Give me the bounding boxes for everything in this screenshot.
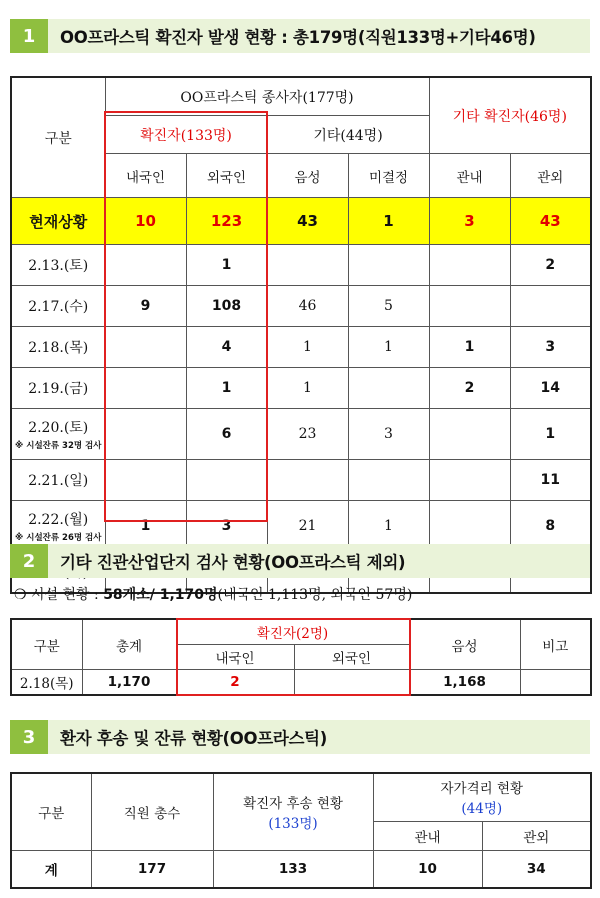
- col-transfer: [213, 773, 373, 851]
- cell: 1: [186, 245, 267, 286]
- cell: 3: [348, 409, 429, 460]
- cell-staff: 177: [91, 851, 213, 889]
- col-gubun: 구분: [11, 77, 105, 198]
- table-row: [11, 368, 591, 409]
- cell: [267, 245, 348, 286]
- facility-label: 시설 현황 :: [31, 587, 99, 603]
- cell: [267, 460, 348, 501]
- cell: 1: [348, 501, 429, 552]
- cell: 1: [105, 501, 186, 552]
- section3-number: 3: [10, 720, 48, 754]
- row-date: 2.20.(토): [28, 420, 89, 436]
- table-row: [11, 460, 591, 501]
- cell: [348, 368, 429, 409]
- row-date: 2.22.(월): [28, 512, 89, 528]
- cell: [105, 460, 186, 501]
- section1-number: 1: [10, 19, 48, 53]
- col-gubun: 구분: [11, 773, 91, 851]
- row-date: 2.18(목): [11, 670, 82, 696]
- cell: 23: [267, 409, 348, 460]
- section3-header: [10, 720, 590, 754]
- current-negative: 43: [267, 198, 348, 245]
- cell: 2: [429, 368, 510, 409]
- table-row: [11, 245, 591, 286]
- col-confirmed: 확진자(2명): [176, 619, 409, 645]
- col-remarks: 비고: [520, 619, 591, 670]
- row-date: 2.13.(토): [11, 245, 105, 286]
- sub-undecided: 미결정: [348, 154, 429, 198]
- col-staff: 직원 총수: [91, 773, 213, 851]
- cell: [348, 460, 429, 501]
- section2-header: [10, 544, 590, 578]
- cell: [429, 460, 510, 501]
- table-row: [11, 286, 591, 327]
- cell-foreign: [294, 670, 409, 696]
- row-note: ※ 시설잔류 32명 검사: [15, 441, 102, 451]
- col-inside: 관내: [373, 821, 482, 850]
- cell: 9: [105, 286, 186, 327]
- cell: 6: [186, 409, 267, 460]
- col-total: 총계: [82, 619, 176, 670]
- cell: [105, 409, 186, 460]
- section2-title: 기타 진관산업단지 검사 현황(OO프라스틱 제외): [48, 544, 590, 578]
- current-status-row: [11, 198, 591, 245]
- cell: 21: [267, 501, 348, 552]
- cell: 8: [510, 501, 591, 552]
- cell-outside: 34: [482, 851, 591, 889]
- cell: [186, 460, 267, 501]
- current-domestic: 10: [105, 198, 186, 245]
- current-undecided: 1: [348, 198, 429, 245]
- cell-inside: 10: [373, 851, 482, 889]
- section1-header: [10, 19, 590, 53]
- sub-inside: 관내: [429, 154, 510, 198]
- sub-foreign: 외국인: [186, 154, 267, 198]
- table-row: [11, 327, 591, 368]
- current-foreign: 123: [186, 198, 267, 245]
- cell: 3: [186, 501, 267, 552]
- cell: [105, 327, 186, 368]
- cell: [510, 286, 591, 327]
- cell: 1: [267, 368, 348, 409]
- current-inside: 3: [429, 198, 510, 245]
- workers-header: OO프라스틱 종사자(177명): [105, 77, 429, 116]
- table-row: [11, 409, 591, 460]
- cell-negative: 1,168: [409, 670, 520, 696]
- cell-domestic: 2: [176, 670, 294, 696]
- row-date: 2.21.(일): [11, 460, 105, 501]
- col-transfer-label: 확진자 후송 현황: [243, 796, 343, 812]
- row-label: 계: [11, 851, 91, 889]
- section2-number: 2: [10, 544, 48, 578]
- cell: 11: [510, 460, 591, 501]
- current-outside: 43: [510, 198, 591, 245]
- cell: [348, 245, 429, 286]
- cell: 5: [348, 286, 429, 327]
- facility-bold: 58개소/ 1,170명: [103, 587, 218, 603]
- industrial-complex-test-table: [10, 618, 592, 696]
- col-quarantine: [373, 773, 591, 821]
- cell: 108: [186, 286, 267, 327]
- cell-total: 1,170: [82, 670, 176, 696]
- cell: 46: [267, 286, 348, 327]
- col-domestic: 내국인: [176, 645, 294, 670]
- col-gubun: 구분: [11, 619, 82, 670]
- confirmed-cases-table: [10, 76, 592, 594]
- row-date: 2.19.(금): [11, 368, 105, 409]
- col-negative: 음성: [409, 619, 520, 670]
- facility-rest: (내국인 1,113명, 외국인 57명): [217, 587, 413, 603]
- cell: [429, 245, 510, 286]
- cell: [105, 245, 186, 286]
- cell: 1: [510, 409, 591, 460]
- col-quarantine-label: 자가격리 현황: [440, 781, 524, 798]
- cell: 3: [510, 327, 591, 368]
- col-outside: 관외: [482, 821, 591, 850]
- circle-bullet-icon: ❍: [14, 587, 27, 603]
- cell-transfer: 133: [213, 851, 373, 889]
- row-date: 2.17.(수): [11, 286, 105, 327]
- col-quarantine-count: (44명): [461, 801, 503, 818]
- current-label: 현재상황: [11, 198, 105, 245]
- cell: 2: [510, 245, 591, 286]
- sub-outside: 관외: [510, 154, 591, 198]
- facility-status-line: [14, 584, 412, 604]
- sub-domestic: 내국인: [105, 154, 186, 198]
- confirmed-header: 확진자(133명): [105, 116, 267, 154]
- cell: 1: [267, 327, 348, 368]
- col-transfer-count: (133명): [268, 816, 318, 832]
- cell: 1: [186, 368, 267, 409]
- cell: 4: [186, 327, 267, 368]
- etc-confirmed-header: 기타 확진자(46명): [429, 77, 591, 154]
- cell: 14: [510, 368, 591, 409]
- row-date-with-note: [11, 409, 105, 460]
- cell: [429, 409, 510, 460]
- section1-title: OO프라스틱 확진자 발생 현황 : 총179명(직원133명+기타46명): [48, 19, 590, 53]
- patient-transfer-table: [10, 772, 592, 889]
- row-date: 2.18.(목): [11, 327, 105, 368]
- table-row: [11, 670, 591, 696]
- col-foreign: 외국인: [294, 645, 409, 670]
- row-note: ※ 시설잔류 26명 검사: [15, 533, 102, 543]
- other-header: 기타(44명): [267, 116, 429, 154]
- cell: [105, 368, 186, 409]
- section3-title: 환자 후송 및 잔류 현황(OO프라스틱): [48, 720, 590, 754]
- cell: 1: [429, 327, 510, 368]
- cell: 1: [348, 327, 429, 368]
- cell: [429, 286, 510, 327]
- table-row: [11, 851, 591, 889]
- cell-remarks: [520, 670, 591, 696]
- sub-negative: 음성: [267, 154, 348, 198]
